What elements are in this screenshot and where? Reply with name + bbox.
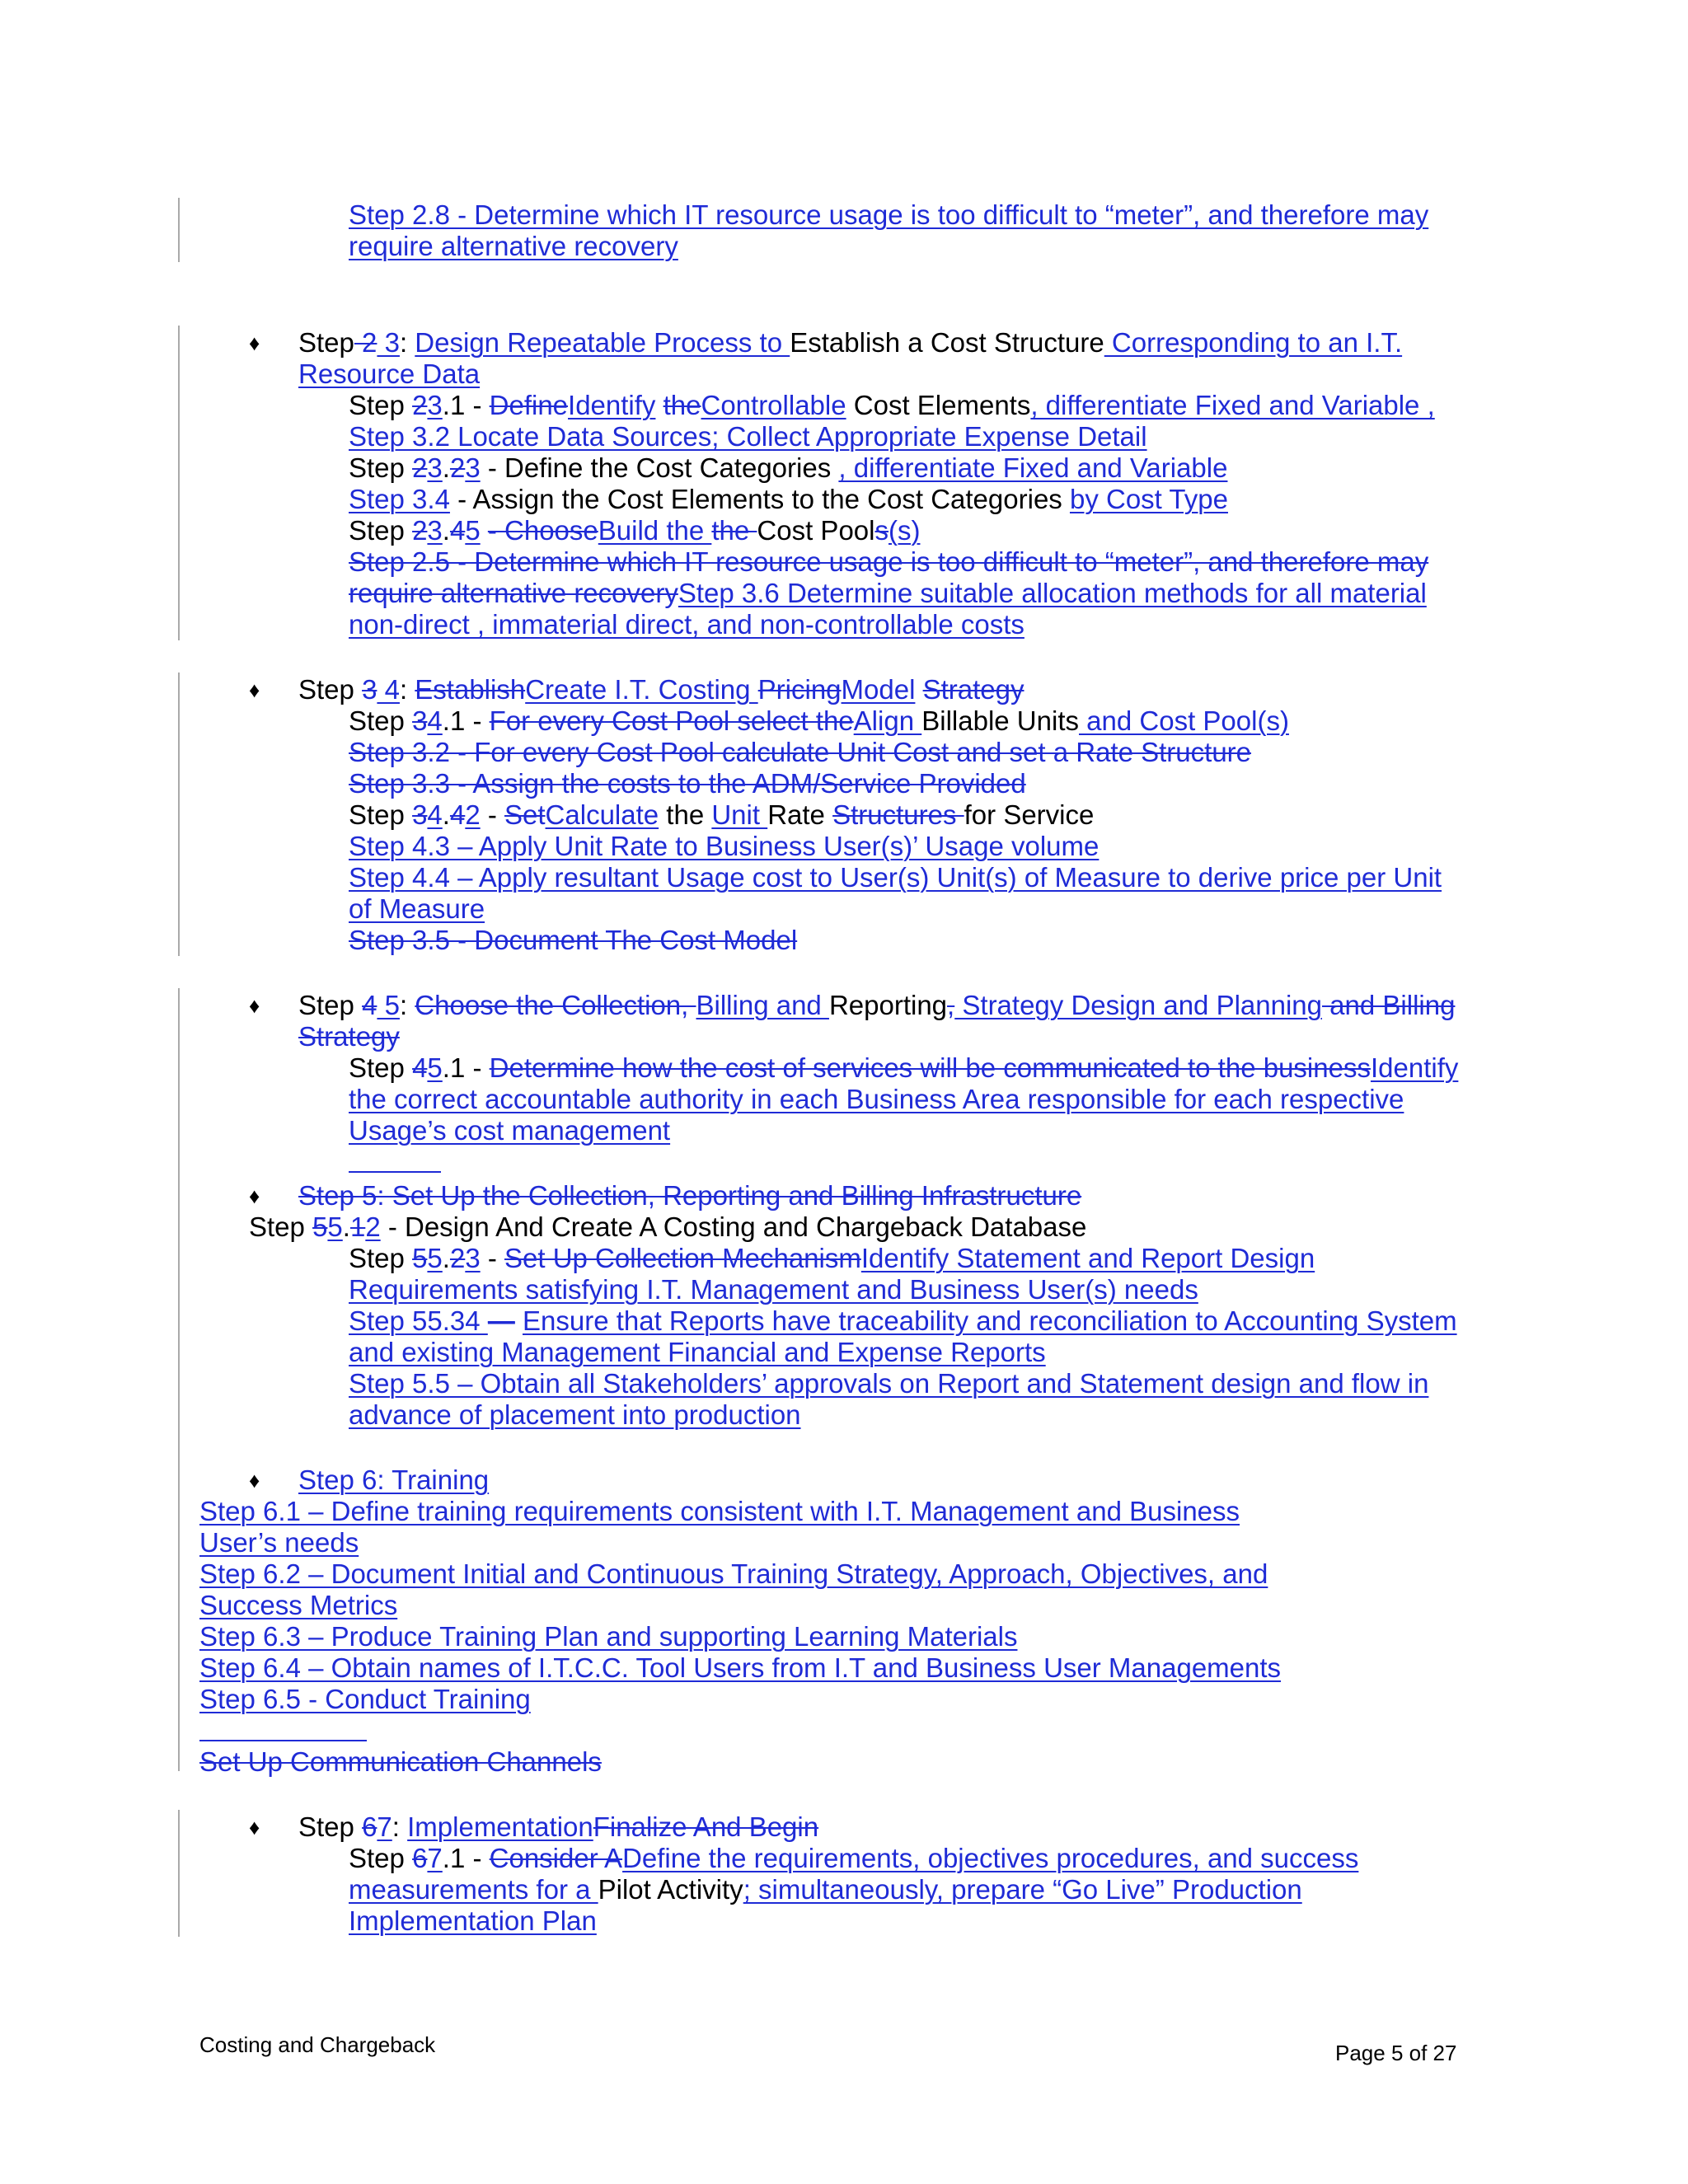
change-bar	[178, 1810, 180, 1937]
inserted-text: 3	[427, 452, 443, 483]
text-run: Step	[298, 674, 363, 705]
deleted-text: and Billing	[1322, 990, 1456, 1020]
deleted-text: the	[663, 390, 701, 420]
inserted-text: Implementation	[407, 1811, 593, 1842]
deleted-text: Strategy	[298, 1021, 400, 1052]
inserted-text: 4	[427, 705, 443, 736]
inserted-text: Ensure that Reports have traceability and reconciliation to Accounting System	[522, 1305, 1457, 1336]
deleted-text: Choose the Collection,	[415, 990, 696, 1020]
text-line	[298, 1811, 818, 1843]
text-line	[349, 1115, 670, 1146]
text-run: :	[392, 1811, 408, 1842]
inserted-text: Controllable	[701, 390, 846, 420]
text-run: Step	[349, 390, 413, 420]
text-run: Establish a Cost Structure	[790, 327, 1104, 358]
inserted-text: Resource Data	[298, 359, 481, 389]
deleted-text: 6	[412, 1843, 428, 1873]
deleted-text: 2	[412, 452, 428, 483]
text-line	[298, 674, 1025, 705]
text-run: Step	[349, 1243, 413, 1273]
inserted-text: Identify Statement and Report Design	[860, 1243, 1315, 1273]
change-bar	[178, 198, 180, 262]
deleted-text: Determine how the cost of services will be communicated to the business	[489, 1052, 1371, 1083]
bullet-icon: ♦	[249, 677, 260, 702]
text-line	[349, 893, 485, 925]
text-line	[298, 1465, 489, 1496]
deleted-text: 4	[449, 515, 466, 546]
inserted-text: 7	[427, 1843, 443, 1873]
deleted-text: 3	[362, 674, 377, 705]
inserted-text: Step 3.4	[349, 484, 450, 514]
deleted-text: 4	[412, 1052, 428, 1083]
deleted-text: 2	[449, 452, 466, 483]
text-run: Step	[349, 452, 413, 483]
deleted-text: Step 3.3 - Assign the costs to the ADM/Service Provided	[349, 768, 1026, 799]
text-run: .1 -	[442, 390, 490, 420]
inserted-text: Model	[841, 674, 916, 705]
inserted-text: 3	[377, 327, 400, 358]
deleted-text: For every Cost Pool select the	[489, 705, 854, 736]
text-run	[481, 515, 488, 546]
text-run: .	[442, 515, 450, 546]
text-run: .1 -	[442, 705, 490, 736]
text-run: Step	[249, 1212, 313, 1242]
inserted-blank-line	[199, 1740, 367, 1741]
text-line	[349, 1843, 1358, 1874]
deleted-text: Set	[504, 799, 546, 830]
text-run: Step	[298, 1811, 363, 1842]
inserted-text: Step 3.6 Determine suitable allocation methods for all material	[678, 578, 1427, 608]
text-line	[199, 1746, 602, 1778]
deleted-text: Finalize And Begin	[593, 1811, 819, 1842]
deleted-text: 6	[362, 1811, 377, 1842]
inserted-text: User’s needs	[199, 1527, 359, 1558]
inserted-text: 5	[465, 515, 481, 546]
text-run: .	[442, 452, 450, 483]
inserted-text: Create I.T. Costing	[525, 674, 758, 705]
inserted-text: Success Metrics	[199, 1590, 398, 1620]
text-line	[349, 831, 1099, 862]
inserted-text: 3	[465, 452, 481, 483]
change-bar	[178, 988, 180, 1771]
text-line	[349, 546, 1428, 578]
deleted-text: Step 5: Set Up the Collection, Reporting and Billing Infrastructure	[298, 1180, 1082, 1211]
deleted-text: s	[874, 515, 889, 546]
text-line	[349, 390, 1435, 421]
text-run: .	[342, 1212, 350, 1242]
text-line	[298, 327, 1402, 359]
inserted-text: Design Repeatable Process to	[415, 327, 790, 358]
deleted-text: Choose	[504, 515, 598, 546]
inserted-text: Implementation Plan	[349, 1905, 597, 1936]
text-run: Step	[349, 705, 413, 736]
inserted-text: Step 6.3 – Produce Training Plan and supporting Learning Materials	[199, 1621, 1018, 1652]
inserted-text: Unit	[711, 799, 768, 830]
text-line	[298, 359, 480, 390]
deleted-text: 2	[412, 390, 428, 420]
inserted-text: and existing Management Financial and Expense Reports	[349, 1337, 1046, 1367]
text-run	[915, 674, 922, 705]
inserted-text: 3	[465, 1243, 481, 1273]
deleted-text: -	[487, 515, 505, 546]
text-line	[298, 1180, 1081, 1212]
text-line	[349, 1243, 1315, 1274]
deleted-text: ,	[947, 990, 955, 1020]
inserted-text: Step 2.8 - Determine which IT resource usage is too difficult to “meter”, and therefore may	[349, 199, 1429, 230]
inserted-text: Strategy Design and Planning	[954, 990, 1323, 1020]
inserted-text: Step 3.2 Locate Data Sources; Collect Appropriate Expense Detail	[349, 421, 1147, 452]
deleted-text: 3	[412, 799, 428, 830]
inserted-text: 2	[465, 799, 481, 830]
text-line	[349, 1052, 1458, 1084]
deleted-text: Step 2.5 - Determine which IT resource usage is too difficult to “meter”, and therefore may	[349, 546, 1429, 577]
inserted-text: Step 6.5 - Conduct Training	[199, 1684, 531, 1714]
deleted-text: 4	[449, 799, 466, 830]
deleted-text: 5	[412, 1243, 428, 1273]
inserted-text: of Measure	[349, 893, 485, 924]
inserted-text: Step 6: Training	[298, 1465, 490, 1495]
deleted-text: the	[711, 515, 757, 546]
text-line	[349, 1368, 1428, 1399]
text-run: .1 -	[442, 1843, 490, 1873]
text-line	[349, 1905, 597, 1937]
change-bar	[178, 326, 180, 640]
deleted-text: Define	[489, 390, 569, 420]
inserted-text: 5	[427, 1052, 443, 1083]
deleted-text: 5	[312, 1212, 328, 1242]
inserted-text: by Cost Type	[1069, 484, 1228, 514]
inserted-text: require alternative recovery	[349, 231, 678, 261]
text-line	[199, 1590, 397, 1621]
text-line	[349, 862, 1442, 893]
inserted-text: 4	[377, 674, 400, 705]
text-run: Step	[349, 515, 413, 546]
text-run: Step	[349, 1052, 413, 1083]
deleted-text: Step 3.5 - Document The Cost Model	[349, 925, 798, 955]
text-line	[298, 1021, 400, 1052]
inserted-text: 3	[427, 390, 443, 420]
deleted-text: 2	[412, 515, 428, 546]
text-run	[655, 390, 663, 420]
inserted-text: Step 4.3 – Apply Unit Rate to Business User(s)’ Usage volume	[349, 831, 1100, 861]
text-run: Cost Elements	[846, 390, 1031, 420]
deleted-text: Structures	[832, 799, 964, 830]
text-line	[199, 1652, 1281, 1684]
text-line	[349, 768, 1026, 799]
inserted-text: 7	[377, 1811, 392, 1842]
text-line	[249, 1212, 1086, 1243]
deleted-text: 3	[412, 705, 428, 736]
text-run: Step	[349, 799, 413, 830]
change-bar	[178, 673, 180, 956]
text-run: :	[399, 674, 415, 705]
deleted-text: require alternative recovery	[349, 578, 678, 608]
inserted-text: 3	[427, 515, 443, 546]
inserted-text: Step 5.5 – Obtain all Stakeholders’ approvals on Report and Statement design and flow in	[349, 1368, 1429, 1399]
text-line	[349, 1337, 1046, 1368]
inserted-text: ; simultaneously, prepare “Go Live” Production	[743, 1874, 1302, 1905]
text-run: .1 -	[442, 1052, 490, 1083]
text-line	[199, 1558, 1268, 1590]
text-line	[199, 1496, 1240, 1527]
inserted-text: 5	[327, 1212, 343, 1242]
inserted-text: Billing and	[696, 990, 829, 1020]
inserted-text: measurements for a	[349, 1874, 598, 1905]
text-line	[349, 705, 1289, 737]
text-run: -	[480, 1243, 504, 1273]
text-line	[349, 199, 1428, 231]
inserted-text: Step 55.34	[349, 1305, 488, 1336]
text-line	[349, 799, 1094, 831]
deleted-text: 2	[449, 1243, 466, 1273]
text-run: Step	[349, 1843, 413, 1873]
inserted-text: 2	[365, 1212, 381, 1242]
inserted-text: Usage’s cost management	[349, 1115, 671, 1146]
inserted-text: 4	[427, 799, 443, 830]
text-run: .	[442, 799, 450, 830]
text-line	[199, 1527, 359, 1558]
bullet-icon: ♦	[249, 993, 260, 1018]
inserted-text: advance of placement into production	[349, 1399, 801, 1430]
inserted-text: Corresponding to an I.T.	[1104, 327, 1403, 358]
inserted-text: Align	[853, 705, 922, 736]
text-line	[349, 515, 920, 546]
deleted-text: 4	[362, 990, 377, 1020]
inserted-text: 5	[377, 990, 400, 1020]
deleted-text: Set Up Collection Mechanism	[504, 1243, 861, 1273]
text-line	[349, 925, 797, 956]
text-line	[298, 990, 1455, 1021]
footer-title: Costing and Chargeback	[199, 2032, 436, 2057]
inserted-blank-line	[349, 1171, 441, 1173]
deleted-text: Pricing	[757, 674, 842, 705]
inserted-text: , differentiate Fixed and Variable	[838, 452, 1228, 483]
bullet-icon: ♦	[249, 1468, 260, 1493]
inserted-text: Identify	[568, 390, 656, 420]
inserted-text: Step 6.2 – Document Initial and Continuous Training Strategy, Approach, Objectives, and	[199, 1558, 1268, 1589]
deleted-text: —	[487, 1305, 515, 1336]
text-run: Step	[298, 327, 354, 358]
text-line	[349, 737, 1251, 768]
bullet-icon: ♦	[249, 1815, 260, 1840]
text-line	[349, 609, 1025, 640]
text-line	[349, 421, 1147, 452]
text-run	[515, 1305, 523, 1336]
text-run: :	[399, 327, 415, 358]
inserted-text: the correct accountable authority in each Business Area responsible for each respective	[349, 1084, 1404, 1114]
text-run: Step	[298, 990, 363, 1020]
inserted-text: and Cost Pool(s)	[1078, 705, 1289, 736]
deleted-text: Consider A	[489, 1843, 623, 1873]
text-run: - Design And Create A Costing and Chargeback Database	[380, 1212, 1087, 1242]
inserted-text: Step 6.4 – Obtain names of I.T.C.C. Tool Users from I.T and Business User Managements	[199, 1652, 1282, 1683]
text-run: Pilot Activity	[598, 1874, 743, 1905]
inserted-text: Build the	[598, 515, 712, 546]
text-run: for Service	[964, 799, 1095, 830]
bullet-icon: ♦	[249, 1183, 260, 1208]
deleted-text: 2	[354, 327, 377, 358]
deleted-text: 1	[349, 1212, 366, 1242]
inserted-text: Step 4.4 – Apply resultant Usage cost to User(s) Unit(s) of Measure to derive price per Unit	[349, 862, 1442, 893]
inserted-text: , differentiate Fixed and Variable ,	[1030, 390, 1435, 420]
footer-page-number: Page 5 of 27	[1335, 2041, 1457, 2065]
text-line	[349, 484, 1228, 515]
deleted-text: Step 3.2 - For every Cost Pool calculate Unit Cost and set a Rate Structure	[349, 737, 1252, 767]
text-line	[349, 1084, 1404, 1115]
text-line	[199, 1684, 531, 1715]
inserted-text: 5	[427, 1243, 443, 1273]
inserted-text: non-direct , immaterial direct, and non-controllable costs	[349, 609, 1025, 640]
text-run: .	[442, 1243, 450, 1273]
deleted-text: Strategy	[922, 674, 1025, 705]
text-run: Billable Units	[921, 705, 1079, 736]
text-line	[349, 452, 1227, 484]
inserted-text: (s)	[888, 515, 921, 546]
bullet-icon: ♦	[249, 330, 260, 355]
text-run: Reporting	[828, 990, 948, 1020]
text-line	[349, 1399, 801, 1431]
text-run: - Define the Cost Categories	[480, 452, 839, 483]
text-run: :	[399, 990, 415, 1020]
text-line	[349, 1874, 1302, 1905]
inserted-text: Step 6.1 – Define training requirements consistent with I.T. Management and Business	[199, 1496, 1240, 1526]
deleted-text: Set Up Communication Channels	[199, 1746, 602, 1777]
text-run: Cost Pool	[757, 515, 875, 546]
inserted-text: Define the requirements, objectives procedures, and success	[622, 1843, 1359, 1873]
inserted-text: Calculate	[545, 799, 659, 830]
text-run: -	[480, 799, 504, 830]
text-run: Rate	[767, 799, 833, 830]
text-line	[349, 1274, 1198, 1305]
text-line	[349, 231, 678, 262]
inserted-text: Identify	[1370, 1052, 1459, 1083]
text-line	[349, 578, 1427, 609]
inserted-text: Requirements satisfying I.T. Management and Business User(s) needs	[349, 1274, 1198, 1305]
text-run: the	[659, 799, 712, 830]
text-line	[349, 1305, 1457, 1337]
deleted-text: Establish	[415, 674, 526, 705]
text-run: - Assign the Cost Elements to the Cost Categories	[449, 484, 1070, 514]
text-line	[199, 1621, 1017, 1652]
